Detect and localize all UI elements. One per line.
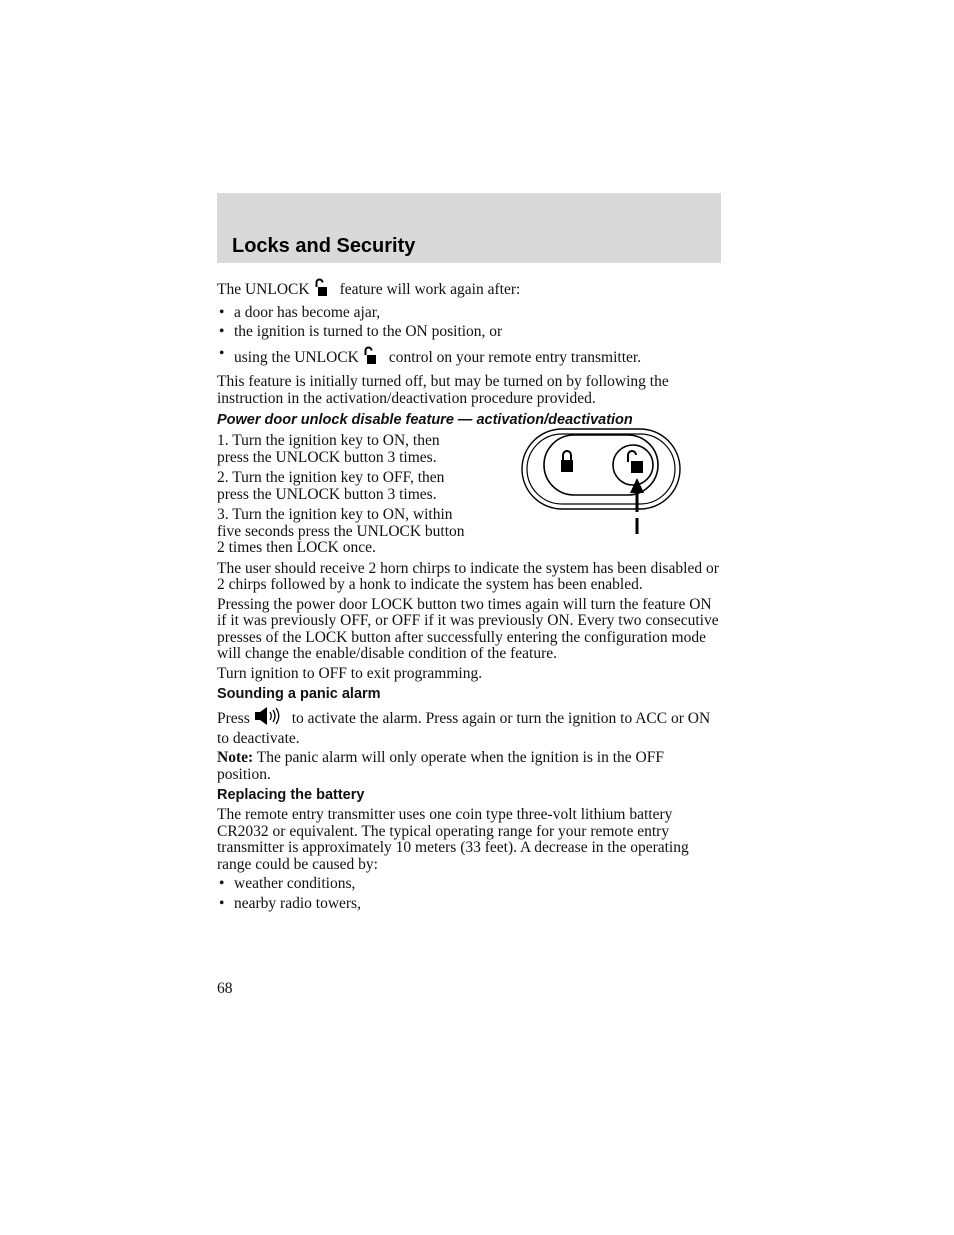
lock-icon: [561, 451, 573, 472]
feature-note: This feature is initially turned off, but may be turned on by following the instruction in the activation/deactivation procedure provided.: [217, 373, 669, 407]
speaker-icon: [254, 706, 280, 731]
step-item: 1. Turn the ignition key to ON, then press the UNLOCK button 3 times.: [217, 432, 440, 466]
bullet-list-conditions: [217, 305, 721, 370]
page-content: [217, 278, 721, 915]
unlock-icon: [628, 451, 643, 473]
remote-text-after: control on your remote entry transmitter.: [388, 348, 642, 366]
list-item: • the ignition is turned to the ON position, or: [217, 324, 721, 341]
steps-list: [217, 433, 467, 557]
unlock-icon: [314, 278, 328, 302]
note-label: Note:: [217, 749, 254, 766]
remote-transmitter-figure: [520, 427, 684, 543]
panic-text-before: Press: [217, 710, 250, 727]
intro-paragraph: [217, 278, 721, 302]
disable-heading: Power door unlock disable feature — activation/deactivation: [217, 412, 633, 428]
lock-press-paragraph: Pressing the power door LOCK button two times again will turn the feature ON if it was previously OFF, or OFF if it was previously ON. Every two consecutive presses of the LOCK button after successfully entering the configuration mode will change the enable/disable condition of the feature.: [217, 595, 719, 662]
unlock-icon: [363, 346, 377, 370]
note-text: The panic alarm will only operate when the ignition is in the OFF position.: [217, 749, 664, 783]
remote-text-before: using the UNLOCK: [234, 348, 359, 366]
battery-paragraph: The remote entry transmitter uses one coin type three-volt lithium battery CR2032 or equivalent. The typical operating range for your remote entry transmitter is approximately 10 meters (33 feet). A decrease in the operating range could be caused by:: [217, 806, 689, 873]
bullet-list-range: [217, 876, 721, 912]
panic-heading: Sounding a panic alarm: [217, 686, 381, 702]
chirps-paragraph: The user should receive 2 horn chirps to indicate the system has been disabled or 2 chirps followed by a honk to indicate the system has been enabled.: [217, 559, 719, 593]
list-item: • nearby radio towers,: [217, 896, 721, 913]
section-title: Locks and Security: [232, 235, 416, 257]
intro-text-before: The UNLOCK: [217, 281, 310, 298]
step-item: 3. Turn the ignition key to ON, within five seconds press the UNLOCK button 2 times then LOCK once.: [217, 506, 465, 556]
list-item-remote: [217, 346, 721, 370]
panic-note: [217, 750, 721, 783]
panic-paragraph: [217, 706, 721, 747]
list-item: • a door has become ajar,: [217, 305, 721, 322]
remote-outer-outline: [522, 429, 680, 509]
intro-text-after: feature will work again after:: [339, 281, 521, 298]
panic-text-after: to activate the alarm. Press again or turn the ignition to ACC or ON to deactivate.: [217, 710, 711, 747]
list-item: • weather conditions,: [217, 876, 721, 893]
arrow-up-icon: [630, 478, 644, 534]
exit-paragraph: Turn ignition to OFF to exit programming.: [217, 664, 483, 682]
step-item: 2. Turn the ignition key to OFF, then press the UNLOCK button 3 times.: [217, 469, 445, 503]
page-number: 68: [217, 980, 233, 997]
steps-block: [217, 433, 721, 557]
battery-heading: Replacing the battery: [217, 787, 365, 803]
